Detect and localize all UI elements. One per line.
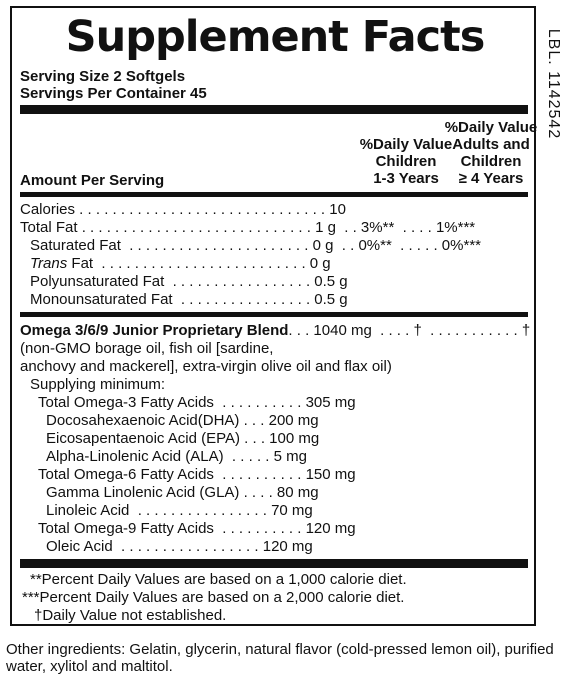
blend-line-dha: Docosahexaenoic Acid(DHA) . . . 200 mg (46, 412, 319, 429)
blend-line-omega9: Total Omega-9 Fatty Acids . . . . . . . . . . 120 mg (38, 520, 356, 537)
medium-rule (20, 312, 528, 317)
blend-name: Omega 3/6/9 Junior Proprietary Blend (20, 322, 289, 339)
footnote-1000-calorie: **Percent Daily Values are based on a 1,000 calorie diet. (30, 571, 407, 588)
other-ingredients: Other ingredients: Gelatin, glycerin, natural flavor (cold-pressed lemon oil), purified water, xylitol and maltitol. (6, 641, 554, 675)
dv-adults-header: %Daily Value Adults and Children ≥ 4 Years (444, 119, 538, 187)
serving-size: Serving Size 2 Softgels (20, 68, 186, 85)
nutrient-monounsaturated-fat: Monounsaturated Fat . . . . . . . . . . . . . . . . 0.5 g (30, 291, 348, 308)
dv-children-header: %Daily Value Children 1-3 Years (359, 136, 453, 187)
amount-per-serving-header: Amount Per Serving (20, 172, 165, 189)
blend-description-2: anchovy and mackerel], extra-virgin olive oil and flax oil) (20, 358, 392, 375)
label-code (540, 14, 566, 154)
footnote-2000-calorie: ***Percent Daily Values are based on a 2,000 calorie diet. (22, 589, 405, 606)
nutrient-saturated-fat: Saturated Fat . . . . . . . . . . . . . . . . . . . . . . 0 g . . 0%** . . . . . 0%*** (30, 237, 482, 254)
blend-amount: . . . 1040 mg . . . . † . . . . . . . . . . . † (288, 322, 531, 339)
label-code-text: LBL. 1142542 (545, 28, 562, 140)
supplement-facts-panel (10, 6, 536, 626)
medium-rule (20, 192, 528, 197)
thick-rule (20, 105, 528, 114)
nutrient-polyunsaturated-fat: Polyunsaturated Fat . . . . . . . . . . . . . . . . . 0.5 g (30, 273, 348, 290)
nutrient-trans-fat: Trans Fat . . . . . . . . . . . . . . . . . . . . . . . . . 0 g (30, 255, 331, 272)
thick-rule (20, 559, 528, 568)
blend-row (20, 322, 530, 340)
servings-per-container: Servings Per Container 45 (20, 85, 207, 102)
blend-line-ala: Alpha-Linolenic Acid (ALA) . . . . . 5 mg (46, 448, 307, 465)
blend-line-epa: Eicosapentaenoic Acid (EPA) . . . 100 mg (46, 430, 320, 447)
blend-line-omega6: Total Omega-6 Fatty Acids . . . . . . . . . . 150 mg (38, 466, 356, 483)
footnote-dv-not-established: †Daily Value not established. (34, 607, 227, 624)
blend-description-1: (non-GMO borage oil, fish oil [sardine, (20, 340, 274, 357)
nutrient-calories: Calories . . . . . . . . . . . . . . . . . . . . . . . . . . . . . . 10 (20, 201, 346, 218)
supplying-minimum: Supplying minimum: (30, 376, 166, 393)
blend-line-gla: Gamma Linolenic Acid (GLA) . . . . 80 mg (46, 484, 319, 501)
blend-line-omega3: Total Omega-3 Fatty Acids . . . . . . . . . . 305 mg (38, 394, 356, 411)
blend-line-oleic: Oleic Acid . . . . . . . . . . . . . . . . . 120 mg (46, 538, 313, 555)
panel-title: Supplement Facts (65, 12, 485, 62)
nutrient-total-fat: Total Fat . . . . . . . . . . . . . . . . . . . . . . . . . . . . 1 g . . 3%** . . . . 1%*** (20, 219, 476, 236)
blend-line-linoleic: Linoleic Acid . . . . . . . . . . . . . . . . 70 mg (46, 502, 313, 519)
